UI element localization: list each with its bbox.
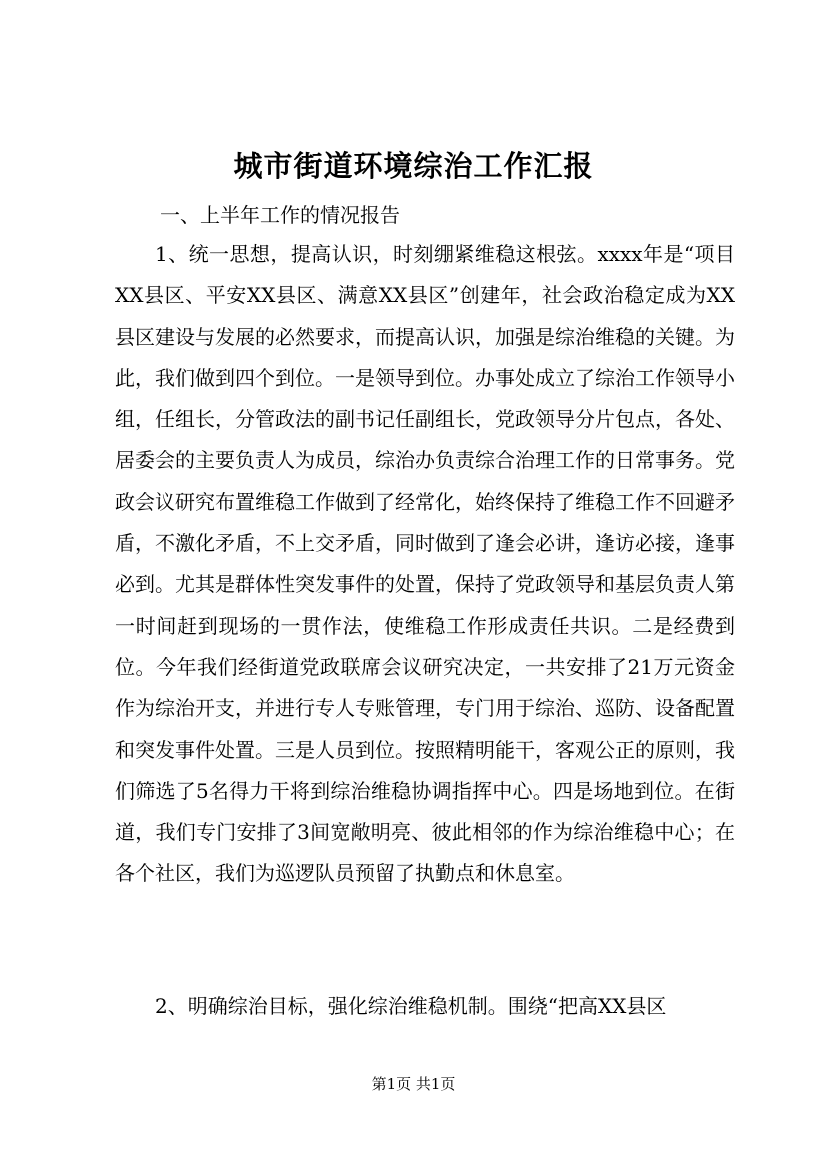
paragraph-1: 1、统一思想，提高认识，时刻绷紧维稳这根弦。xxxx年是“项目XX县区、平安XX县区、满意XX县区”创建年，社会政治稳定成为XX县区建设与发展的必然要求，而提高认识，加强是综治维稳的关键。为此，我们做到四个到位。一是领导到位。办事处成立了综治工作领导小组，任组长，分管政法的副书记任副组长，党政领导分片包点，各处、居委会的主要负责人为成员，综治办负责综合治理工作的日常事务。党政会议研究布置维稳工作做到了经常化，始终保持了维稳工作不回避矛盾，不激化矛盾，不上交矛盾，同时做到了逢会必讲，逢访必接，逢事必到。尤其是群体性突发事件的处置，保持了党政领导和基层负责人第一时间赶到现场的一贯作法，使维稳工作形成责任共识。二是经费到位。今年我们经街道党政联席会议研究决定，一共安排了21万元资金作为综治开支，并进行专人专账管理，专门用于综治、巡防、设备配置和突发事件处置。三是人员到位。按照精明能干，客观公正的原则，我们筛选了5名得力干将到综治维稳协调指挥中心。四是场地到位。在街道，我们专门安排了3间宽敞明亮、彼此相邻的作为综治维稳中心；在各个社区，我们为巡逻队员预留了执勤点和休息室。 (115, 242, 735, 886)
section-heading: 一、上半年工作的情况报告 (160, 203, 400, 227)
paragraph-2: 2、明确综治目标，强化综治维稳机制。围绕“把高XX县区 (155, 994, 667, 1018)
document-title: 城市街道环境综治工作汇报 (233, 149, 594, 183)
page-footer: 第1页 共1页 (371, 1075, 456, 1093)
